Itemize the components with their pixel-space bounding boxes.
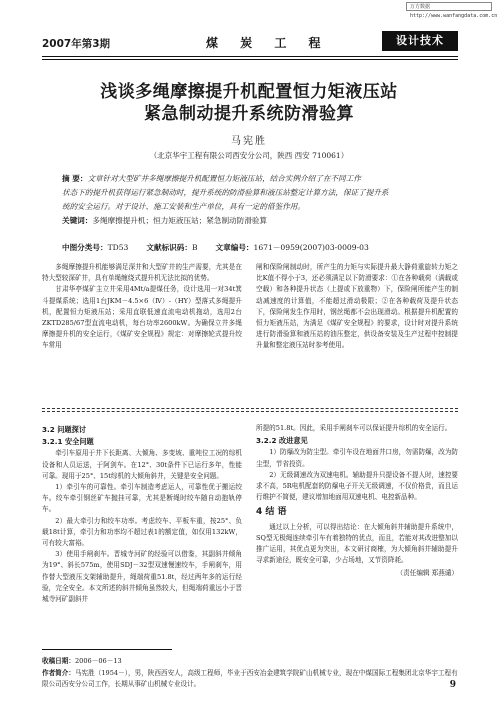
header-rule	[42, 56, 458, 57]
keywords-text: 多绳摩擦提升机；恒力矩液压站；紧急制动防滑验算	[92, 216, 268, 225]
separator-rule-second	[42, 411, 458, 412]
subsection-heading: 3.2.2 改进意见	[256, 436, 308, 446]
author-bio: 马宪胜（1954－），男，陕西西安人，高级工程师，毕业于西安冶金建筑学院矿山机械专业，现在中煤国际工程集团北京华宇工程有限公司西安分公司工作，长期从事矿山机械专业设计。	[42, 668, 458, 688]
running-header	[42, 32, 458, 54]
author-bio-label: 作者简介：	[42, 668, 75, 677]
paragraph: 甘肃华亭煤矿主立井采用4Mt/a提煤任务，设计选用一对34t箕斗提煤系统；选用1台JKM－4.5×6（Ⅳ）-（HY）型落式多绳提升机，配置恒力矩液压站；采用直联低速直流电动机拖动，选用2台ZKTD285/67型直流电动机，每台功率2600kW。为确保立井多绳摩擦提升机的安全运行，《煤矿安全规程》规定：对摩擦轮式提升绞车常用	[42, 285, 242, 350]
clc-value: TD53	[107, 243, 129, 252]
article-number-value: 1671－0959(2007)03-0009-03	[253, 243, 369, 252]
author-affiliation: （北京华宇工程有限公司西安分公司，陕西 西安 710061）	[149, 151, 349, 160]
abstract-line1: 文章针对大型矿井多绳摩擦提升机配置恒力矩液压站，结合实例介绍了在不同工作	[87, 174, 361, 183]
body-column-left	[42, 423, 242, 605]
intro-column-left	[42, 262, 242, 352]
section-heading: 3.2 问题探讨	[42, 425, 86, 434]
doc-code-value: B	[191, 243, 198, 252]
editor-credit: （责任编辑 郑燕谴）	[396, 569, 458, 578]
footnote-rule	[42, 649, 172, 650]
column-badge: 设计技术	[382, 31, 458, 51]
received-date: 2006－06－13	[74, 657, 122, 665]
clc-label: 中图分类号：	[62, 243, 108, 252]
page-number: 9	[449, 680, 456, 690]
abstract-line2: 状态下的提升机获得运行紧急制动时，提升系统的防滑验算和液压站整定计算方法，保证了提升系	[62, 188, 389, 197]
paragraph: 3）使用手闸刹车。晋城寺河矿的经验可以借鉴，其副斜井倾角为19°、斜长575m，使用SDJ－32型双速慢速绞车，手闸刹车，用作替大型液压支架辅助提升，绳端荷重51.8t，经过两年多的运行经验，完全安全。本文所述的斜井倾角虽然较大，但绳端荷重远小于晋城寺河矿副斜井	[42, 550, 242, 604]
article-number-label: 文章编号：	[215, 243, 254, 252]
abstract-line3: 统的安全运行。对于设计、施工安装和生产单位，具有一定的借鉴作用。	[62, 202, 305, 211]
header-rule-thin	[42, 59, 458, 60]
article-title-line2: 紧急制动提升系统防滑验算	[144, 104, 354, 124]
watermark-stamp: 万方数据 http://www.wanfangdata.com.cn	[406, 2, 492, 11]
paragraph: 1）牵引车的可靠性。牵引车制造考虑运人，可靠性优于搬运绞车。绞车牵引钢丝矿车抛挂可靠，尤其是断绳时绞车随自动抱轨停车。	[42, 483, 242, 514]
paragraph: 2）最大牵引力和绞车功率。考虑绞车、平板车重，按25°、负载18t计算，牵引力和功率均不超过表1的额定值，如仅用132kW，可有较大富裕。	[42, 516, 242, 548]
abstract-label: 摘 要：	[62, 174, 88, 183]
separator-rule	[42, 408, 458, 409]
keywords-label: 关键词：	[62, 216, 93, 225]
paragraph: 通过以上分析，可以得出结论：在大倾角斜井辅助提升系统中，SQ型无极绳连续牵引车有着独特的优点，而且，若能对其改进整加以推广运用，其优点更为突出，本文研讨商榷，为大倾角斜井辅助提升寻求新途径，既安全可靠，少占场地，又节资降耗。	[256, 522, 458, 565]
paragraph: 2）无级调速改为双速电机。辅助提升只提设备不提人时，速控要求不高，5R电机配套的防爆电子开关无级调速，不仅价格贵，而且运行维护不简便，建议增加地面用双速电机、电控新品种。	[256, 470, 459, 502]
body-column-right	[256, 423, 458, 580]
abstract-block	[62, 172, 438, 228]
paragraph: 所提的51.8t。因此，采用手闸刹车可以保证提升综机的安全运行。	[256, 424, 452, 432]
subsection-heading: 3.2.1 安全问题	[42, 437, 94, 447]
paragraph: 1）防爆改为防尘型。牵引车设在地面井口房，勿需防爆，改为防尘型，节省投资。	[256, 448, 459, 468]
paragraph: 多绳摩擦提升机能够满足深井和大型矿井的生产需要，尤其是在特大型较深矿井，具有单绳缠绕式提升机无法比拟的优势。	[42, 263, 242, 283]
intro-column-right	[256, 262, 458, 352]
classification-ids	[62, 242, 369, 253]
issue-number: 2007年第3期	[42, 38, 111, 50]
author-name: 马宪胜	[231, 136, 267, 147]
received-label: 收稿日期：	[42, 657, 75, 665]
article-title-line1: 浅谈多绳摩擦提升机配置恒力矩液压站	[100, 82, 398, 102]
conclusion-heading: 4 结 语	[256, 507, 287, 518]
journal-name: 煤 炭 工 程	[206, 36, 330, 50]
paragraph: 牵引车原用于井下长距离、大倾角、多变坡、重吨位工况的综机设备和人员运送，于阿剑车。在12°、30t条件下已运行多年，性能可靠。现用于25°、15t综机的大倾角斜井，关键是安全问题。	[42, 449, 242, 480]
paragraph: 闸和保险闸制动时，所产生的力矩与实际提升最大静荷重旋转力矩之比K值不得小于3，还必须满足以下防滑要求：①在各种载荷（满载或空载）和各种提升状态（上提或下放重物）下，保险闸所能产生的制动减速度的计算值，不能超过滑动极限；②在各种载荷及提升状态下，保险闸发生作用时，钢丝绳都不会出现滑动。根据提升机配置的恒力矩液压站，为满足《煤矿安全规程》的要求，设计时对提升系统进行防滑验算和液压站的油压整定，供设备安装及生产过程中控制提升量和整定液压站时参考使用。	[256, 263, 458, 350]
doc-code-label: 文献标识码：	[146, 243, 192, 252]
footnote	[42, 656, 458, 691]
